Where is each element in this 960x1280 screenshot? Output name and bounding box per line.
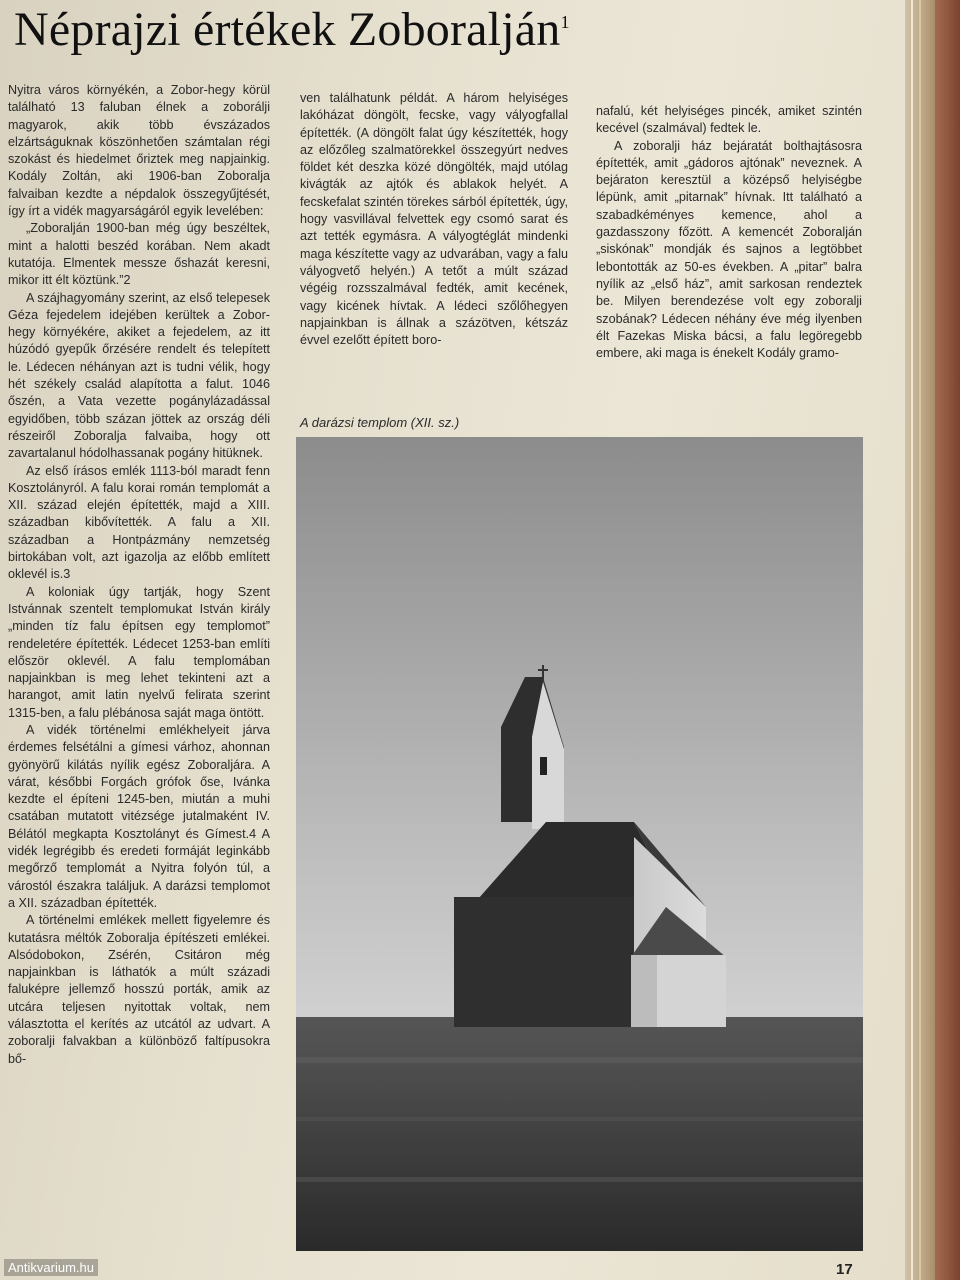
watermark-logo: Antikvarium.hu xyxy=(4,1259,98,1276)
paragraph: Nyitra város környékén, a Zobor-hegy körül található 13 faluban élnek a zoborálji magyarok, akik több évszázados elzártságuknak köszönhetően számtalan régi szokást és hiedelmet őriztek meg napjainkig. Kodály Zoltán, aki 1906-ban Zoboralja falvaiban kezdte a népdalok összegyűjtését, így írt a vidék magyarságáról egyik levelében: xyxy=(8,83,270,219)
page-number: 17 xyxy=(836,1261,853,1278)
church-photo xyxy=(296,437,863,1251)
paragraph: nafalú, két helyiséges pincék, amiket szintén kecével (szalmával) fedtek le. xyxy=(596,104,862,136)
paragraph: A koloniak úgy tartják, hogy Szent Istvánnak szentelt templomukat István király „minden tíz falu építsen egy templomot” rendeletére építették. Lédecet 1253-ban említi először oklevél. A falu templomában napjainkban is meg lehet tekinteni azt a harangot, amit latin nyelvű felirata szerint 1315-ben, a falu plébánosa saját maga öntött. xyxy=(8,584,270,720)
paragraph: A szájhagyomány szerint, az első telepesek Géza fejedelem idejében kerültek a Zobor-hegy környékére, akiket a fejedelem, az itt húzódó gyepűk őrzésére rendelt és telepített le. Lédecen néhányan azt is tudni vélik, hogy hét székely család alapította a falut. 1046 őszén, a Vata vezette pogánylázadással egyidőben, több százan jöttek az ország déli részeiről Zoboralja falvaiba, hogy ott zavartalanul hódolhassanak pogány hitüknek. xyxy=(8,290,270,461)
paragraph: Az első írásos emlék 1113-ból maradt fenn Kosztolányról. A falu korai román templomát a XII. század elején építették, majd a XIII. században kibővítették. A falu a XII. században a Hontpázmány nemzetség birtokában volt, azt igazolja az előbb említett oklevél is.3 xyxy=(8,463,270,582)
text-column-3 xyxy=(596,103,862,362)
text-column-2 xyxy=(300,90,568,349)
paragraph: A zoboralji ház bejáratát bolthajtásosra építették, amit „gádoros ajtónak” neveznek. A bejáraton keresztül a középső helyiségbe lépünk, amit „pitarnak” hívnak. Itt található a szabadkéményes kemence, ahol a gazdasszony főzött. A kemencét Zoboralján „siskónak” mondják és sajnos a legtöbbet lebontották az 50-es években. A „pitar” balra nyílik az „első ház”, amit sarkosan rendeztek be. Milyen berendezése volt egy zoboralji szobának? Lédecen néhány éve még ilyenben élt Fazekas Miska bácsi, a falu legöregebb embere, aki maga is énekelt Kodály gramo- xyxy=(596,138,862,361)
page-stack-edge xyxy=(905,0,960,1280)
paragraph: ven találhatunk példát. A három helyiséges lakóházat döngölt, fecske, vagy vályogfallal építették. (A döngölt falat úgy készítették, hogy az előzőleg szalmatörekkel összegyúrt nedves földet két deszka közé döngölték, majd utólag kivágták az ajtók és ablakok helyét. A fecskefalat szintén törekes sárból építették, úgy, hogy vasvillával felvettek egy csomó sarat és azt tették egymásra. A vályogtéglát mindenki maga készítette vagy az udvarában, vagy a falu vályogvető helyén.) A tetőt a múlt század végéig rozsszalmával fedték, amit kecének, vagy kicének hívtak. A lédeci szőlőhegyen napjainkban is állnak a százötven, kétszáz évvel ezelőtt épített boro- xyxy=(300,91,568,348)
page-edge-line xyxy=(919,0,921,1280)
photo-caption: A darázsi templom (XII. sz.) xyxy=(300,415,460,430)
article-title-text: Néprajzi értékek Zoboralján xyxy=(14,3,561,56)
text-column-1 xyxy=(8,82,270,1068)
binding-edge xyxy=(935,0,960,1280)
title-footnote-marker: 1 xyxy=(560,12,570,32)
paragraph: A vidék történelmi emlékhelyeit járva érdemes felsétálni a gímesi várhoz, ahonnan gyönyörű kilátás nyílik egész Zoboraljára. A várat, későbbi Forgách grófok őse, Ivánka kezdte el építeni 1245-ben, miután a muhi csatában mutatott vitézsége jutalmaként IV. Bélától megkapta Kosztolányt és Gímest.4 A vidék legrégibb és eredeti formáját leginkább megőrző templomát a Nyitra folyón túl, a várostól északra találjuk. A darázsi templomot a XII. században építették. xyxy=(8,722,270,910)
page-edge-line xyxy=(911,0,913,1280)
church-illustration xyxy=(296,437,863,1251)
apse-shadow xyxy=(631,955,657,1027)
article-title xyxy=(14,2,570,57)
nave-dark-wall xyxy=(454,897,634,1027)
tower-window xyxy=(540,757,547,775)
field xyxy=(296,1017,863,1251)
paragraph-quote: „Zoboralján 1900-ban még úgy beszéltek, mint a halotti beszéd korában. Nem akadt kutatója. Elmentek messze őshazát keresni, mikor itt élt köztünk.”2 xyxy=(8,221,270,288)
paragraph: A történelmi emlékek mellett figyelemre és kutatásra méltók Zoboralja építészeti emlékei. Alsódobokon, Zsérén, Csitáron még napjainkban is láthatók a múlt századi faluképre jellemző hosszú porták, amik az utcára teljesen nyitottak voltak, nem választotta el kerítés az utcától az udvart. A zoboralji falvakban a különböző faltípusokra bő- xyxy=(8,913,270,1066)
